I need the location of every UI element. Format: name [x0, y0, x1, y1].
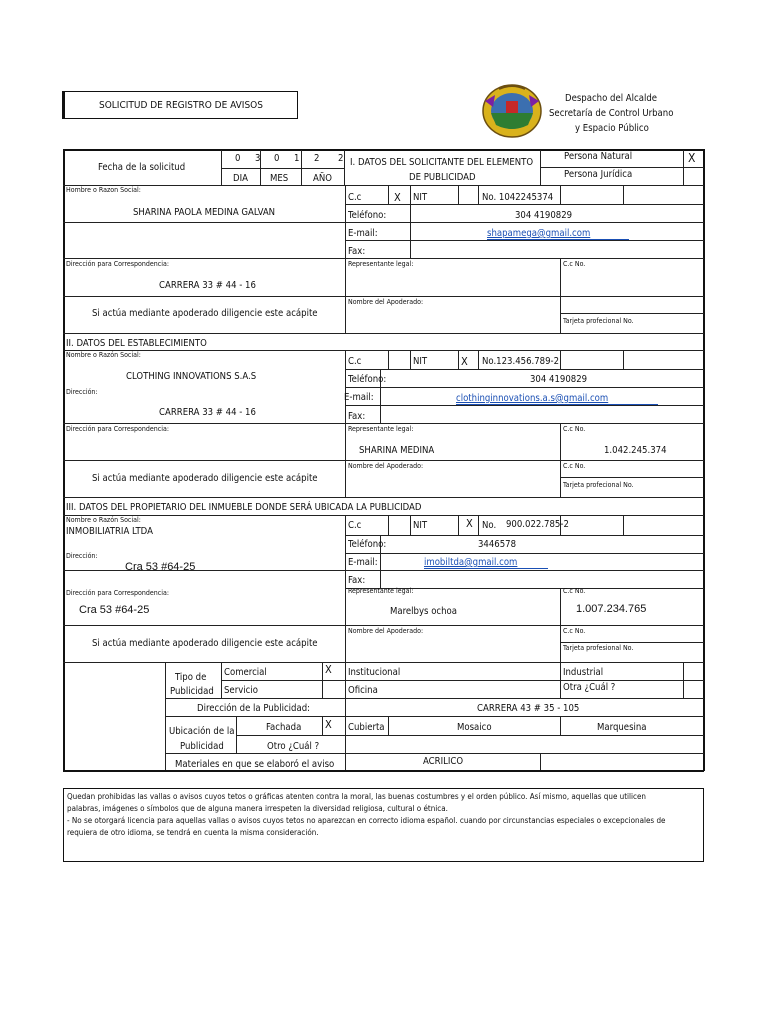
s1-apoderado-label: Nombre del Apoderado: — [348, 298, 424, 306]
date-digit-6[interactable]: 2 — [338, 153, 344, 164]
fecha-label: Fecha de la solicitud — [98, 162, 186, 173]
s2-telefono-value[interactable]: 304 4190829 — [530, 374, 588, 385]
persona-natural-mark[interactable]: X — [688, 151, 696, 165]
materiales-value[interactable]: ACRILICO — [423, 756, 464, 767]
section3-title: III. DATOS DEL PROPIETARIO DEL INMUEBLE DONDE SERÁ UBICADA LA PUBLICIDAD — [66, 502, 422, 513]
s3-dir-corr-value[interactable]: Cra 53 #64-25 — [79, 604, 150, 616]
s2-rep-label: Representante legal: — [348, 425, 414, 433]
s1-telefono-label: Teléfono: — [348, 210, 387, 221]
s2-email-value[interactable]: clothinginnovations.a.s@gmail.com — [456, 393, 609, 404]
s2-cc-no-value[interactable]: 1.042.245.374 — [604, 445, 667, 456]
dia-label: DIA — [233, 173, 248, 184]
ubicacion-label-line2: Publicidad — [180, 741, 224, 752]
section1-title-line1: I. DATOS DEL SOLICITANTE DEL ELEMENTO — [350, 157, 534, 168]
s1-nombre-label: Hombre o Razon Social: — [66, 186, 141, 194]
s3-email-value[interactable]: imobiltda@gmail.com — [424, 557, 518, 568]
materiales-label: Materiales en que se elaboró el aviso — [175, 759, 335, 770]
s3-rep-label: Representante legal: — [348, 587, 414, 595]
s3-cc-label: C.c — [348, 520, 362, 531]
s2-apoderado-note: Si actúa mediante apoderado diligencie este acápite — [92, 473, 318, 484]
s3-dir-corr-label: Dirección para Correspondencia: — [66, 589, 169, 597]
s2-cc-no-label: C.c No. — [563, 425, 586, 433]
fachada-label: Fachada — [266, 722, 302, 733]
form-title-box — [62, 91, 298, 119]
comercial-mark[interactable]: X — [325, 663, 332, 676]
s3-nit-label: NIT — [413, 520, 428, 531]
s3-direccion-value[interactable]: Cra 53 #64-25 — [125, 561, 196, 573]
date-digit-4[interactable]: 1 — [294, 153, 300, 164]
s3-tarjeta-label: Tarjeta profesional No. — [563, 644, 634, 652]
mosaico-label: Mosaico — [457, 722, 492, 733]
s3-nombre-label: Nombre o Razón Social: — [66, 516, 141, 524]
tipo-label-line1: Tipo de — [175, 672, 207, 683]
s1-tarjeta-label: Tarjeta profecional No. — [563, 317, 634, 325]
s2-telefono-label: Teléfono: — [348, 374, 387, 385]
s3-telefono-label: Teléfono: — [348, 539, 387, 550]
s1-nit-label: NIT — [413, 192, 428, 203]
office-line-2: Secretaría de Control Urbano — [549, 108, 674, 119]
s2-nit-mark[interactable]: X — [461, 355, 468, 368]
disclaimer-box — [63, 788, 704, 862]
marquesina-label: Marquesina — [597, 722, 647, 733]
pub-direccion-value[interactable]: CARRERA 43 # 35 - 105 — [477, 703, 580, 714]
s3-direccion-label: Dirección: — [66, 552, 98, 560]
s1-email-label: E-mail: — [348, 228, 378, 239]
office-line-1: Despacho del Alcalde — [565, 93, 658, 104]
s3-no-value[interactable]: 900.022.785-2 — [506, 519, 569, 530]
s3-rep-value[interactable]: Marelbys ochoa — [390, 606, 458, 617]
disclaimer-line-3: - No se otorgará licencia para aquellas vallas o avisos cuyos tetos no aparezcan en correcto idioma español. cuando por circunstancias especiales o excepcionales de — [67, 816, 666, 825]
date-digit-3[interactable]: 0 — [274, 153, 280, 164]
s2-apoderado-label: Nombre del Apoderado: — [348, 462, 424, 470]
s1-cc-no-label: C.c No. — [563, 260, 586, 268]
s2-nit-label: NIT — [413, 356, 428, 367]
cubierta-label: Cubierta — [348, 722, 385, 733]
otra-label: Otra ¿Cuál ? — [563, 682, 616, 693]
s2-dir-corr-label: Dirección para Correspondencia: — [66, 425, 169, 433]
fachada-mark[interactable]: X — [325, 718, 332, 731]
otro-label: Otro ¿Cuál ? — [267, 741, 320, 752]
s1-telefono-value[interactable]: 304 4190829 — [515, 210, 573, 221]
s1-cc-label: C.c — [348, 192, 362, 203]
s3-apoderado-note: Si actúa mediante apoderado diligencie este acápite — [92, 638, 318, 649]
s2-rep-value[interactable]: SHARINA MEDINA — [359, 445, 435, 456]
disclaimer-line-1: Quedan prohibidas las vallas o avisos cuyos tetos o gráficas atenten contra la moral, las buenas costumbres y el orden público. Así mismo, aquellas que utilicen — [67, 792, 646, 801]
date-digit-2[interactable]: 3 — [255, 153, 261, 164]
s2-cc-label: C.c — [348, 356, 362, 367]
s3-email-label: E-mail: — [348, 557, 378, 568]
s1-cc-mark[interactable]: X — [394, 191, 401, 204]
disclaimer-line-4: requiera de otro idioma, se tendrá en cuenta la misma consideración. — [67, 828, 319, 837]
s3-cc-no-value[interactable]: 1.007.234.765 — [576, 603, 647, 615]
form-title: SOLICITUD DE REGISTRO DE AVISOS — [99, 100, 263, 111]
s2-no-value[interactable]: No.123.456.789-2 — [482, 356, 560, 367]
s3-fax-label: Fax: — [348, 575, 366, 586]
s3-telefono-value[interactable]: 3446578 — [478, 539, 517, 550]
s3-apoderado-label: Nombre del Apoderado: — [348, 627, 424, 635]
s1-dir-corr-label: Dirección para Correspondencia: — [66, 260, 169, 268]
s2-nombre-label: Nombre o Razón Social: — [66, 351, 141, 359]
pub-direccion-label: Dirección de la Publicidad: — [197, 703, 311, 714]
section2-title: II. DATOS DEL ESTABLECIMIENTO — [66, 338, 207, 349]
tipo-label-line2: Publicidad — [170, 686, 214, 697]
s1-rep-label: Representante legal: — [348, 260, 414, 268]
s1-email-value[interactable]: shapamega@gmail.com — [487, 228, 591, 239]
s1-no-value[interactable]: No. 1042245374 — [482, 192, 554, 203]
s3-cc-no-label-2: C.c No. — [563, 627, 586, 635]
comercial-label: Comercial — [224, 667, 267, 678]
s2-direccion-value[interactable]: CARRERA 33 # 44 - 16 — [159, 407, 256, 418]
s1-fax-label: Fax: — [348, 246, 366, 257]
persona-juridica-label: Persona Jurídica — [564, 169, 633, 180]
s2-tarjeta-label: Tarjeta profecional No. — [563, 481, 634, 489]
disclaimer-line-2: palabras, imágenes o símbolos que de alguna manera irrespeten la diversidad religiosa, cultural o étnica. — [67, 804, 448, 813]
office-line-3: y Espacio Público — [575, 123, 649, 134]
industrial-label: Industrial — [563, 667, 604, 678]
date-digit-5[interactable]: 2 — [314, 153, 320, 164]
anio-label: AÑO — [313, 173, 332, 184]
s1-apoderado-note: Si actúa mediante apoderado diligencie este acápite — [92, 308, 318, 319]
persona-natural-label: Persona Natural — [564, 151, 633, 162]
municipal-crest-icon — [481, 83, 543, 139]
mes-label: MES — [270, 173, 289, 184]
s2-email-label: E-mail: — [344, 392, 374, 403]
s2-fax-label: Fax: — [348, 411, 366, 422]
section1-title-line2: DE PUBLICIDAD — [409, 172, 476, 183]
ubicacion-label-line1: Ubicación de la — [169, 726, 235, 737]
s2-direccion-label: Dirección: — [66, 388, 98, 396]
oficina-label: Oficina — [348, 685, 378, 696]
s2-cc-no-label-2: C.c No. — [563, 462, 586, 470]
s3-no-label: No. — [482, 520, 497, 531]
date-digit-1[interactable]: 0 — [235, 153, 241, 164]
servicio-label: Servicio — [224, 685, 258, 696]
s3-cc-no-label: C.c No. — [563, 587, 586, 595]
s1-dir-corr-value[interactable]: CARRERA 33 # 44 - 16 — [159, 280, 256, 291]
institucional-label: Institucional — [348, 667, 401, 678]
s3-nombre-value[interactable]: INMOBILIATRIA LTDA — [66, 526, 153, 537]
s3-nit-mark[interactable]: X — [466, 517, 473, 530]
s2-nombre-value[interactable]: CLOTHING INNOVATIONS S.A.S — [126, 371, 257, 382]
s1-nombre-value[interactable]: SHARINA PAOLA MEDINA GALVAN — [133, 207, 276, 218]
